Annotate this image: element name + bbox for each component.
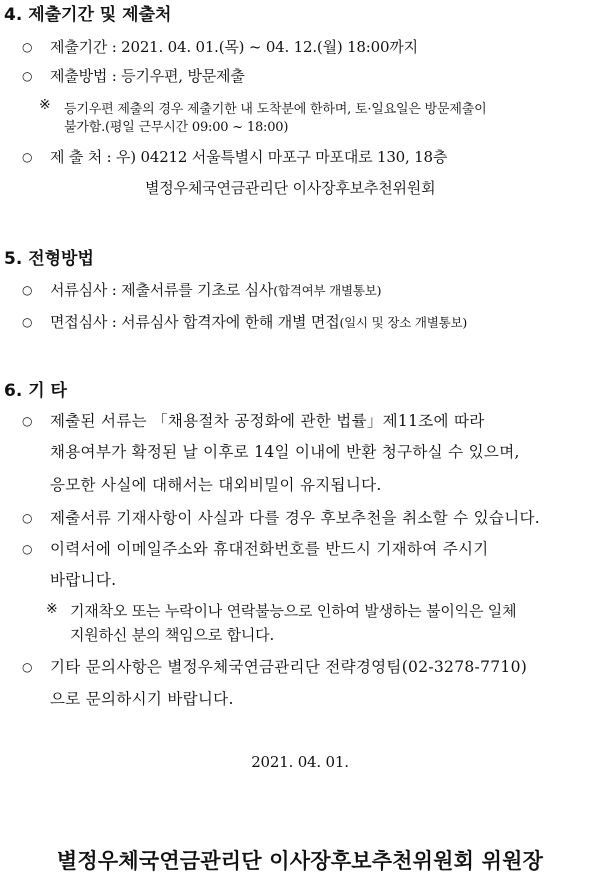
contact-request-line1: 이력서에 이메일주소와 휴대전화번호를 반드시 기재하여 주시기 — [50, 540, 489, 558]
document-review-note: (합격여부 개별통보) — [273, 283, 382, 298]
contact-request-line2: 바랍니다. — [50, 571, 117, 589]
inquiry-line2: 으로 문의하시기 바랍니다. — [50, 690, 234, 708]
bullet-icon: ○ — [22, 315, 33, 329]
submission-address-line2: 별정우체국연금관리단 이사장후보추천위원회 — [145, 179, 436, 197]
bullet-icon: ○ — [22, 511, 33, 525]
reference-mark-icon: ※ — [46, 601, 58, 617]
submission-period: 제출기간 : 2021. 04. 01.(목) ~ 04. 12.(월) 18:00까지 — [50, 38, 418, 56]
bullet-icon: ○ — [22, 40, 33, 54]
section-4-heading: 4. 제출기간 및 제출처 — [4, 5, 172, 25]
interview-review-text: 면접심사 : 서류심사 합격자에 한해 개별 면접 — [50, 313, 340, 331]
issuer-title: 별정우체국연금관리단 이사장후보추천위원회 위원장 — [56, 849, 544, 873]
submission-note-line2: 불가함.(평일 근무시간 09:00 ~ 18:00) — [64, 120, 289, 135]
return-claim-line2: 채용여부가 확정된 날 이후로 14일 이내에 반환 청구하실 수 있으며, — [50, 443, 520, 461]
liability-note-line1: 기재착오 또는 누락이나 연락불능으로 인하여 발생하는 불이익은 일체 — [70, 602, 517, 620]
bullet-icon: ○ — [22, 414, 33, 428]
bullet-icon: ○ — [22, 69, 33, 83]
document-review — [50, 279, 381, 300]
interview-review — [50, 311, 467, 332]
false-entry-notice: 제출서류 기재사항이 사실과 다를 경우 후보추천을 취소할 수 있습니다. — [50, 509, 540, 527]
submission-method: 제출방법 : 등기우편, 방문제출 — [50, 67, 245, 85]
bullet-icon: ○ — [22, 660, 33, 674]
submission-address-line1: 제 출 처 : 우) 04212 서울특별시 마포구 마포대로 130, 18층 — [50, 148, 448, 166]
liability-note-line2: 지원하신 분의 책임으로 합니다. — [70, 626, 275, 644]
section-6-heading: 6. 기 타 — [4, 381, 67, 401]
reference-mark-icon: ※ — [39, 97, 51, 113]
bullet-icon: ○ — [22, 150, 33, 164]
return-claim-line3: 응모한 사실에 대해서는 대외비밀이 유지됩니다. — [50, 476, 382, 494]
return-claim-line1: 제출된 서류는 「채용절차 공정화에 관한 법률」제11조에 따라 — [50, 412, 485, 430]
document-date: 2021. 04. 01. — [251, 753, 349, 771]
section-5-heading: 5. 전형방법 — [4, 249, 94, 269]
document-review-text: 서류심사 : 제출서류를 기초로 심사 — [50, 281, 274, 299]
bullet-icon: ○ — [22, 542, 33, 556]
inquiry-line1: 기타 문의사항은 별정우체국연금관리단 전략경영팀(02-3278-7710) — [50, 658, 528, 676]
bullet-icon: ○ — [22, 283, 33, 297]
submission-note-line1: 등기우편 제출의 경우 제출기한 내 도착분에 한하며, 토·일요일은 방문제출이 — [64, 102, 487, 117]
interview-review-note: (일시 및 장소 개별통보) — [339, 315, 468, 330]
